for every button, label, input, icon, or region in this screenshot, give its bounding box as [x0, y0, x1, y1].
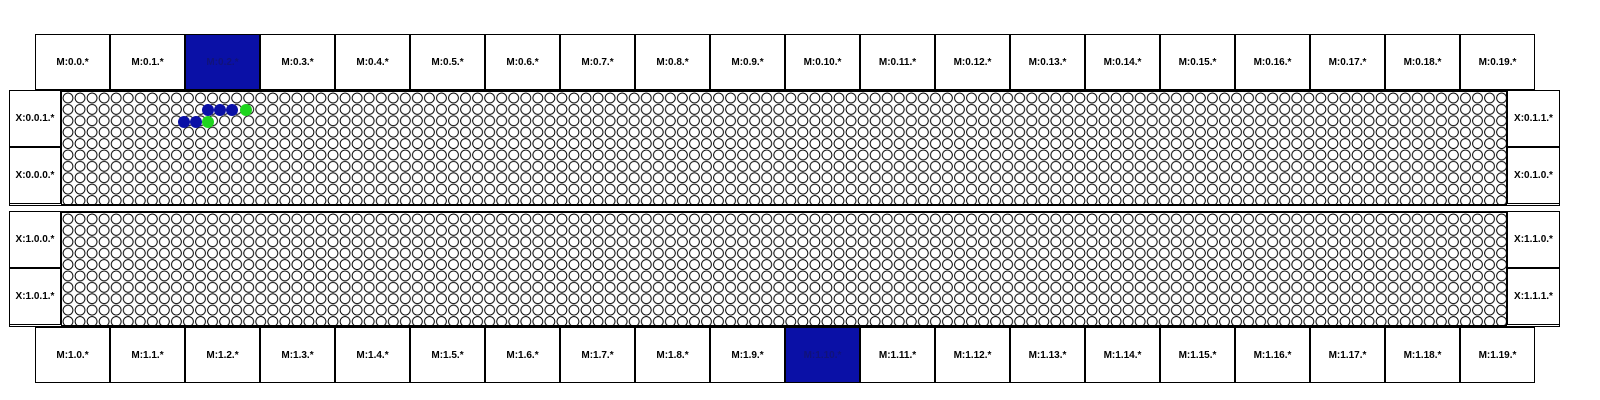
module-cell[interactable]: M:0.19.* — [1460, 34, 1535, 90]
module-cell[interactable]: M:1.14.* — [1085, 327, 1160, 383]
port-label-right: X:0.1.0.* — [1507, 147, 1560, 204]
module-cell[interactable]: M:1.8.* — [635, 327, 710, 383]
port-label-left: X:0.0.0.* — [9, 147, 61, 204]
module-cell[interactable]: M:1.4.* — [335, 327, 410, 383]
path-endpoint-dot — [202, 116, 214, 128]
path-dot — [190, 116, 202, 128]
path-dot — [202, 104, 214, 116]
module-cell[interactable]: M:1.17.* — [1310, 327, 1385, 383]
crossbar-grid[interactable] — [61, 91, 1507, 205]
module-cell[interactable]: M:1.16.* — [1235, 327, 1310, 383]
module-cell[interactable]: M:1.1.* — [110, 327, 185, 383]
module-cell[interactable]: M:1.9.* — [710, 327, 785, 383]
module-cell[interactable]: M:1.11.* — [860, 327, 935, 383]
module-cell[interactable]: M:0.0.* — [35, 34, 110, 90]
module-cell[interactable]: M:0.11.* — [860, 34, 935, 90]
module-cell[interactable]: M:0.4.* — [335, 34, 410, 90]
module-cell[interactable]: M:0.12.* — [935, 34, 1010, 90]
module-cell[interactable]: M:0.2.* — [185, 34, 260, 90]
port-label-right: X:0.1.1.* — [1507, 90, 1560, 147]
module-cell[interactable]: M:0.14.* — [1085, 34, 1160, 90]
path-dot — [178, 116, 190, 128]
module-cell[interactable]: M:0.17.* — [1310, 34, 1385, 90]
module-cell[interactable]: M:0.10.* — [785, 34, 860, 90]
module-cell[interactable]: M:1.0.* — [35, 327, 110, 383]
module-cell[interactable]: M:0.7.* — [560, 34, 635, 90]
module-cell[interactable]: M:1.18.* — [1385, 327, 1460, 383]
module-cell[interactable]: M:0.5.* — [410, 34, 485, 90]
module-cell[interactable]: M:1.10.* — [785, 327, 860, 383]
module-cell[interactable]: M:0.15.* — [1160, 34, 1235, 90]
port-label-left: X:1.0.0.* — [9, 211, 61, 268]
crossbar-grid[interactable] — [61, 212, 1507, 326]
module-cell[interactable]: M:0.1.* — [110, 34, 185, 90]
module-cell[interactable]: M:1.6.* — [485, 327, 560, 383]
module-cell[interactable]: M:0.9.* — [710, 34, 785, 90]
port-label-left: X:1.0.1.* — [9, 268, 61, 325]
module-cell[interactable]: M:1.15.* — [1160, 327, 1235, 383]
module-cell[interactable]: M:1.3.* — [260, 327, 335, 383]
path-endpoint-dot — [240, 104, 252, 116]
module-cell[interactable]: M:1.13.* — [1010, 327, 1085, 383]
module-cell[interactable]: M:0.18.* — [1385, 34, 1460, 90]
module-cell[interactable]: M:0.13.* — [1010, 34, 1085, 90]
module-cell[interactable]: M:0.6.* — [485, 34, 560, 90]
port-label-left: X:0.0.1.* — [9, 90, 61, 147]
module-cell[interactable]: M:1.12.* — [935, 327, 1010, 383]
module-cell[interactable]: M:1.2.* — [185, 327, 260, 383]
path-dot — [226, 104, 238, 116]
module-cell[interactable]: M:1.7.* — [560, 327, 635, 383]
module-cell[interactable]: M:0.8.* — [635, 34, 710, 90]
path-dot — [214, 104, 226, 116]
module-cell[interactable]: M:1.19.* — [1460, 327, 1535, 383]
port-label-right: X:1.1.0.* — [1507, 211, 1560, 268]
module-cell[interactable]: M:1.5.* — [410, 327, 485, 383]
module-cell[interactable]: M:0.16.* — [1235, 34, 1310, 90]
port-label-right: X:1.1.1.* — [1507, 268, 1560, 325]
module-cell[interactable]: M:0.3.* — [260, 34, 335, 90]
